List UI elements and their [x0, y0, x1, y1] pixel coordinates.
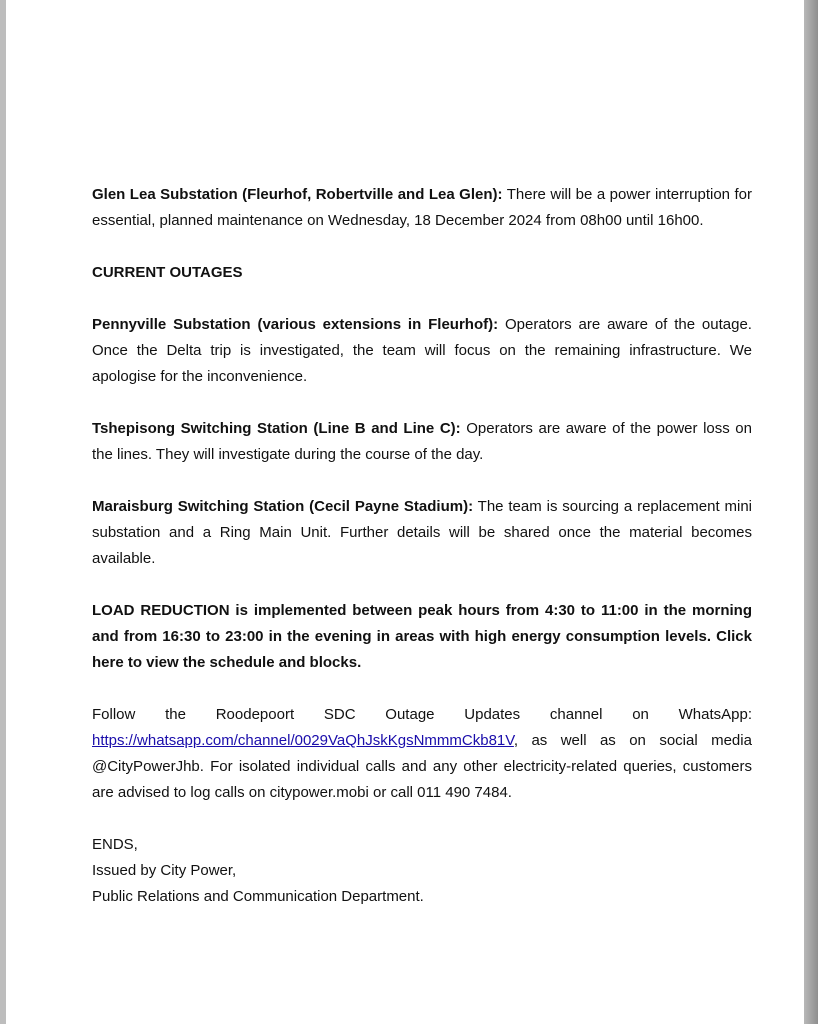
glen-lea-paragraph [92, 182, 752, 234]
document-page [6, 0, 804, 1024]
follow-word: Roodepoort [215, 706, 295, 723]
department-line: Public Relations and Communication Department. [92, 888, 424, 905]
follow-word: well [560, 732, 587, 749]
current-outages-heading: CURRENT OUTAGES [92, 264, 243, 281]
follow-rest: @CityPowerJhb. For isolated individual calls and any other electricity-related queries, customers are advised to log calls on citypower.mobi or call 011 490 7484. [92, 758, 752, 801]
follow-whatsapp-line [92, 702, 752, 728]
follow-word: on [629, 732, 646, 749]
maraisburg-body: The team is sourcing a replacement mini substation and a Ring Main Unit. Further details will be shared once the material becomes available. [92, 498, 753, 567]
link-with-comma [92, 728, 518, 754]
pennyville-heading: Pennyville Substation (various extensions in Fleurhof): [92, 316, 499, 333]
follow-word: as [599, 732, 616, 749]
follow-word: media [711, 732, 752, 749]
follow-paragraph [92, 702, 752, 806]
pennyville-body: Operators are aware of the outage. Once the Delta trip is investigated, the team will focus on the remaining infrastructure. We apologise for the inconvenience. [92, 316, 752, 385]
tshepisong-body: Operators are aware of the power loss on the lines. They will investigate during the course of the day. [92, 420, 752, 463]
follow-word: the [165, 706, 186, 723]
follow-word: Updates [464, 706, 521, 723]
follow-word: as [531, 732, 548, 749]
whatsapp-channel-link[interactable]: https://whatsapp.com/channel/0029VaQhJskKgsNmmmCkb81V [92, 732, 514, 749]
link-comma: , [513, 732, 519, 749]
tshepisong-heading: Tshepisong Switching Station (Line B and Line C): [92, 420, 461, 437]
follow-word: SDC [323, 706, 356, 723]
ends-line: ENDS, [92, 836, 138, 853]
follow-word: Outage [385, 706, 435, 723]
glen-lea-heading: Glen Lea Substation (Fleurhof, Robertville and Lea Glen): [92, 186, 503, 203]
issued-by-line: Issued by City Power, [92, 862, 237, 879]
closing-block [92, 832, 752, 910]
pennyville-paragraph [92, 312, 752, 390]
tshepisong-paragraph [92, 416, 752, 468]
maraisburg-paragraph [92, 494, 752, 572]
load-reduction-paragraph[interactable]: LOAD REDUCTION is implemented between peak hours from 4:30 to 11:00 in the morning and from 16:30 to 23:00 in the evening in areas with high energy consumption levels. Click here to view the schedule and blocks. [92, 602, 752, 671]
viewer-right-edge [804, 0, 818, 1024]
maraisburg-heading: Maraisburg Switching Station (Cecil Payne Stadium): [92, 498, 474, 515]
follow-word: on [632, 706, 649, 723]
whatsapp-link-line [92, 728, 752, 754]
follow-word: social [659, 732, 698, 749]
glen-lea-body: There will be a power interruption for essential, planned maintenance on Wednesday, 18 December 2024 from 08h00 until 16h00. [92, 186, 752, 229]
follow-word: WhatsApp: [678, 706, 752, 723]
follow-word: Follow [92, 706, 136, 723]
follow-word: channel [549, 706, 603, 723]
page-content [92, 182, 752, 910]
